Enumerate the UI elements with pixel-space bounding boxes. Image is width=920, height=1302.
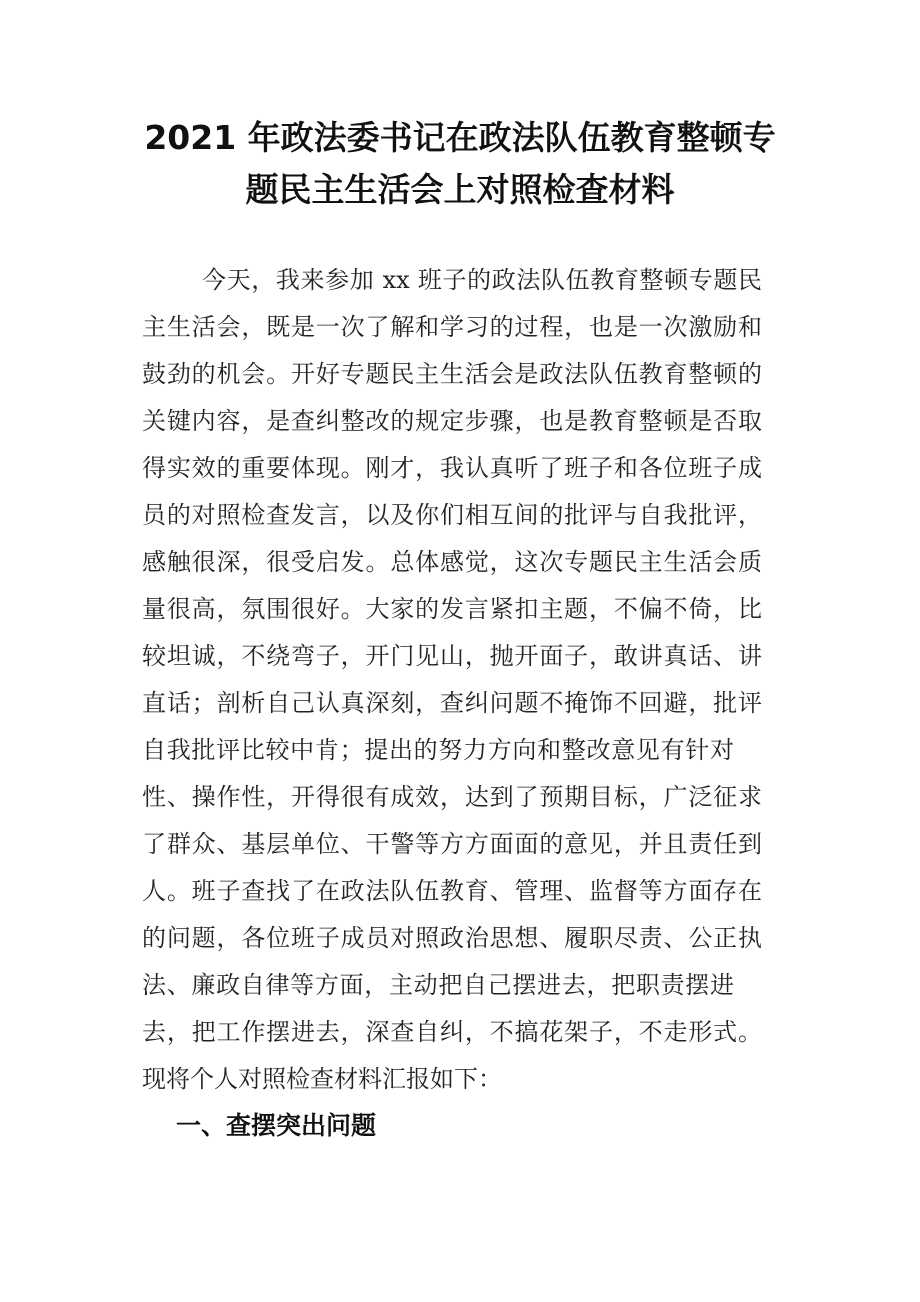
body-text-line: 感触很深，很受启发。总体感觉，这次专题民主生活会质 xyxy=(142,548,762,576)
body-text-line: 主生活会，既是一次了解和学习的过程，也是一次激励和 xyxy=(142,313,762,341)
body-text-line: 今天，我来参加 xx 班子的政法队伍教育整顿专题民 xyxy=(202,266,762,294)
body-text-line: 得实效的重要体现。刚才，我认真听了班子和各位班子成 xyxy=(142,454,762,482)
body-text-line: 直话；剖析自己认真深刻，查纠问题不掩饰不回避，批评 xyxy=(142,689,762,717)
body-text-line: 现将个人对照检查材料汇报如下： xyxy=(142,1065,502,1093)
body-text-line: 员的对照检查发言，以及你们相互间的批评与自我批评， xyxy=(142,501,762,529)
document-title-line-1: 2021 年政法委书记在政法队伍教育整顿专 xyxy=(144,118,776,157)
document-title-line-2: 题民主生活会上对照检查材料 xyxy=(245,170,675,209)
body-text-line: 量很高，氛围很好。大家的发言紧扣主题，不偏不倚，比 xyxy=(142,595,762,623)
body-text-line: 较坦诚，不绕弯子，开门见山，抛开面子，敢讲真话、讲 xyxy=(142,642,762,670)
body-text-line: 自我批评比较中肯；提出的努力方向和整改意见有针对 xyxy=(142,736,734,764)
section-heading: 一、查摆突出问题 xyxy=(176,1111,377,1140)
body-text-line: 去，把工作摆进去，深查自纠，不搞花架子，不走形式。 xyxy=(142,1018,762,1046)
body-text-line: 的问题，各位班子成员对照政治思想、履职尽责、公正执 xyxy=(142,924,762,952)
body-text-line: 法、廉政自律等方面，主动把自己摆进去，把职责摆进 xyxy=(142,971,734,999)
body-text-line: 鼓劲的机会。开好专题民主生活会是政法队伍教育整顿的 xyxy=(142,360,762,388)
body-text-line: 人。班子查找了在政法队伍教育、管理、监督等方面存在 xyxy=(142,877,762,905)
body-text-line: 性、操作性，开得很有成效，达到了预期目标，广泛征求 xyxy=(142,783,762,811)
body-text-line: 了群众、基层单位、干警等方方面面的意见，并且责任到 xyxy=(142,830,762,858)
body-text-line: 关键内容，是查纠整改的规定步骤，也是教育整顿是否取 xyxy=(142,407,762,435)
